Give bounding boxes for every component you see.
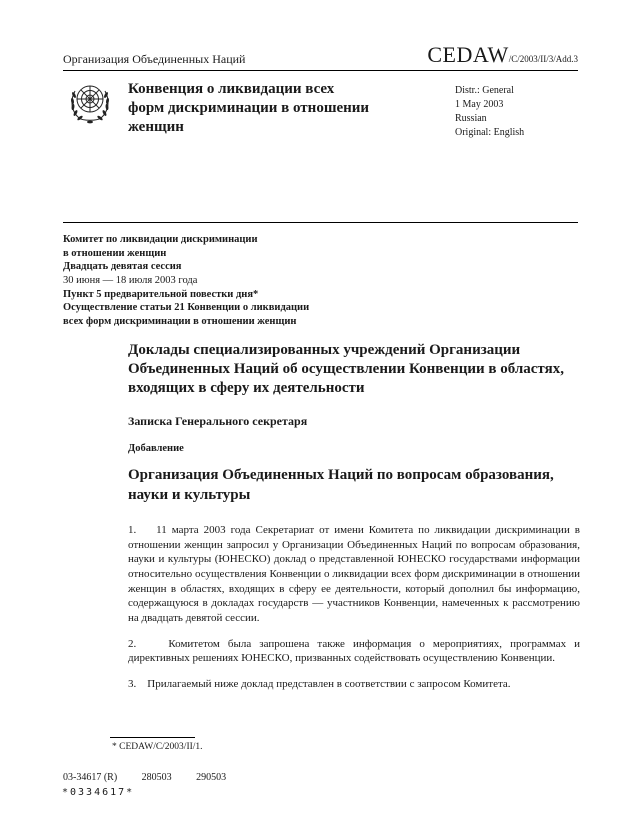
session-dates: 30 июня — 18 июля 2003 года — [63, 274, 198, 286]
masthead-rule — [63, 222, 578, 223]
org-name: Организация Объединенных Наций — [63, 52, 246, 66]
footer-line — [63, 772, 248, 783]
agenda-item: Пункт 5 предварительной повестки дня* — [63, 288, 259, 300]
doc-symbol-main: CEDAW — [427, 42, 509, 67]
agenda-title-line1: Осуществление статьи 21 Конвенции о ликвидации — [63, 302, 310, 314]
footer-doc-number: 03-34617 (R) — [63, 772, 118, 783]
paragraph-1: 1. 11 марта 2003 года Секретариат от имени Комитета по ликвидации дискриминации в отношении женщин запросил у Организации Объединенных Наций по вопросам образования, науки и культуры (ЮНЕСКО) доклад о представленной ЮНЕСКО государствами информации относительно осуществления Конвенции о ликвидации всех форм дискриминации в отношении женщин в областях, входящих в сферу ее деятельности, который дополнил бы информацию, содержащуюся в докладах государств — участников Конвенции, намеченных к рассмотрению на двадцать девятой сессии. — [128, 524, 580, 624]
convention-title: Конвенция о ликвидации всех форм дискриминации в отношении женщин — [128, 81, 370, 136]
footer-code-2: 290503 — [196, 772, 227, 783]
doc-symbol — [427, 42, 578, 68]
agenda-title-line2: всех форм дискриминации в отношении женщин — [63, 315, 297, 327]
paragraph-2: 2. Комитетом была запрошена также информация о мероприятиях, программах и директивных решениях ЮНЕСКО, призванных содействовать осуществлению Конвенции. — [128, 637, 580, 665]
distr-line: Distr.: General — [455, 85, 514, 96]
committee-name-line1: Комитет по ликвидации дискриминации — [63, 234, 258, 245]
committee-block — [63, 233, 309, 328]
committee-name-line2: в отношении женщин — [63, 247, 167, 259]
addendum-subheading: Добавление — [128, 443, 184, 455]
doc-symbol-suffix: /C/2003/II/3/Add.3 — [508, 54, 578, 64]
footnote-rule — [110, 737, 195, 738]
barcode-text: *0334617* — [62, 787, 135, 798]
date-line: 1 May 2003 — [455, 99, 504, 110]
header-rule — [63, 70, 578, 71]
language-line: Russian — [455, 113, 487, 124]
footnote-text: * CEDAW/C/2003/II/1. — [112, 742, 203, 752]
footer-code-1: 280503 — [141, 772, 172, 783]
distribution-block — [455, 84, 524, 140]
main-content — [128, 341, 580, 702]
un-emblem-icon — [66, 80, 114, 130]
unesco-heading: Организация Объединенных Наций по вопросам образования, науки и культуры — [128, 467, 554, 503]
report-heading: Доклады специализированных учреждений Организации Объединенных Наций об осуществлении Конвенции в областях, входящих в сферу их деятельности — [128, 342, 564, 397]
session-title: Двадцать девятая сессия — [63, 261, 182, 273]
note-subheading: Записка Генерального секретаря — [128, 414, 308, 429]
paragraph-3: 3. Прилагаемый ниже доклад представлен в соответствии с запросом Комитета. — [128, 677, 511, 690]
original-line: Original: English — [455, 127, 525, 138]
